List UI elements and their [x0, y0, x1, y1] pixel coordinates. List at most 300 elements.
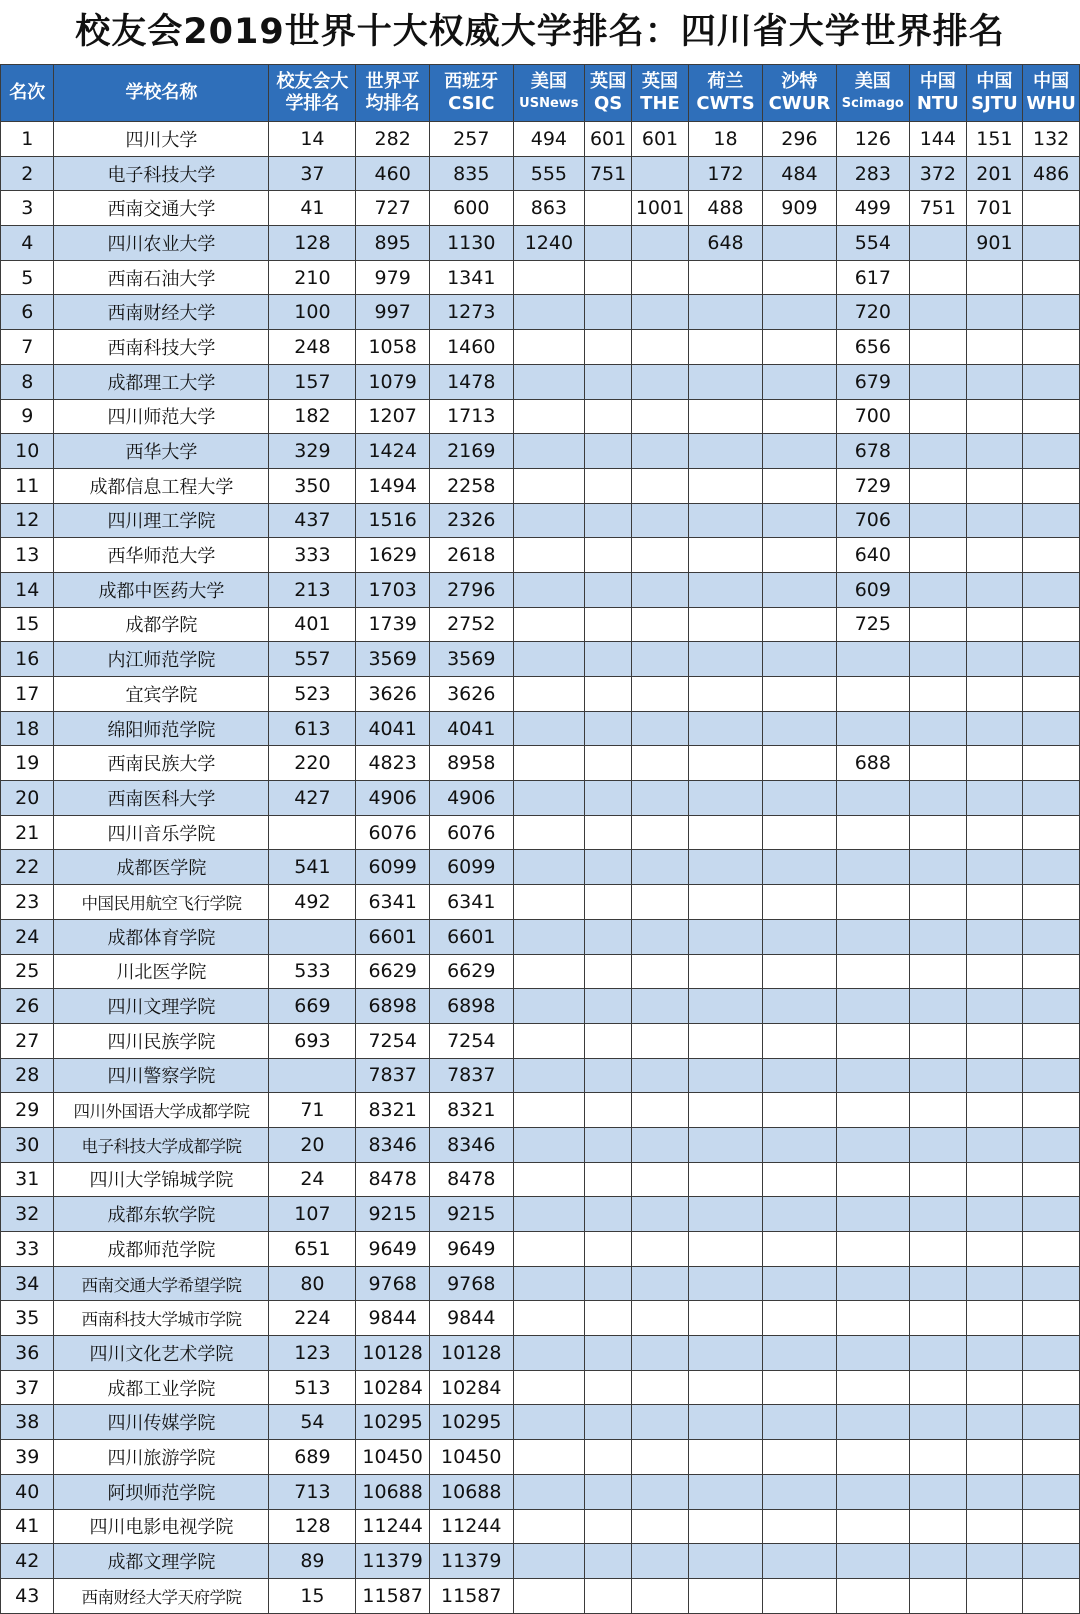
table-cell	[585, 572, 632, 607]
column-header	[356, 65, 429, 122]
school-name-cell: 成都理工大学	[54, 364, 269, 399]
rank-cell: 2	[1, 156, 54, 191]
column-header-line1: 名次	[9, 82, 46, 103]
table-cell: 10284	[356, 1370, 429, 1405]
school-name-cell: 绵阳师范学院	[54, 711, 269, 746]
school-name-cell: 四川农业大学	[54, 226, 269, 261]
table-cell: 640	[836, 538, 909, 573]
table-row	[1, 1266, 1080, 1301]
table-cell	[513, 1336, 584, 1371]
table-cell	[910, 642, 967, 677]
table-cell	[513, 468, 584, 503]
table-cell	[632, 1370, 689, 1405]
table-cell	[688, 781, 762, 816]
table-cell: 679	[836, 364, 909, 399]
table-cell	[585, 1336, 632, 1371]
table-cell	[763, 781, 836, 816]
table-cell	[513, 1266, 584, 1301]
rank-cell: 10	[1, 434, 54, 469]
table-cell: 37	[269, 156, 356, 191]
table-cell	[1023, 503, 1080, 538]
table-cell	[513, 711, 584, 746]
column-header-line1: 英国	[641, 71, 678, 92]
table-cell: 2258	[429, 468, 513, 503]
table-cell	[632, 295, 689, 330]
table-cell: 10450	[356, 1440, 429, 1475]
table-cell	[966, 434, 1023, 469]
school-name-cell: 西南石油大学	[54, 260, 269, 295]
table-cell	[513, 434, 584, 469]
table-cell	[585, 677, 632, 712]
table-cell	[632, 1266, 689, 1301]
table-cell	[1023, 1370, 1080, 1405]
table-cell: 4041	[356, 711, 429, 746]
table-cell	[688, 1093, 762, 1128]
rank-cell: 42	[1, 1544, 54, 1579]
table-cell	[910, 1023, 967, 1058]
table-cell	[632, 330, 689, 365]
table-cell	[1023, 781, 1080, 816]
table-cell: 8478	[356, 1162, 429, 1197]
table-cell: 9844	[429, 1301, 513, 1336]
table-cell	[688, 885, 762, 920]
table-cell	[836, 1162, 909, 1197]
table-cell	[763, 1336, 836, 1371]
rank-cell: 5	[1, 260, 54, 295]
school-name-cell: 四川旅游学院	[54, 1440, 269, 1475]
table-cell	[1023, 607, 1080, 642]
table-cell	[910, 1370, 967, 1405]
table-cell: 4906	[356, 781, 429, 816]
table-cell	[763, 1197, 836, 1232]
table-cell	[513, 1370, 584, 1405]
table-cell: 600	[429, 191, 513, 226]
table-row	[1, 1509, 1080, 1544]
rank-cell: 22	[1, 850, 54, 885]
table-cell	[513, 1023, 584, 1058]
table-cell	[966, 1544, 1023, 1579]
table-cell	[585, 468, 632, 503]
table-cell: 210	[269, 260, 356, 295]
table-cell: 14	[269, 122, 356, 157]
table-row	[1, 1578, 1080, 1613]
table-cell	[688, 607, 762, 642]
table-cell	[585, 1509, 632, 1544]
table-cell: 71	[269, 1093, 356, 1128]
table-row	[1, 1197, 1080, 1232]
table-cell: 9649	[429, 1232, 513, 1267]
column-header-line1: 西班牙	[444, 71, 499, 92]
table-cell	[966, 1336, 1023, 1371]
table-cell	[585, 330, 632, 365]
table-cell: 1460	[429, 330, 513, 365]
table-cell: 11587	[429, 1578, 513, 1613]
school-name-cell: 四川外国语大学成都学院	[54, 1093, 269, 1128]
school-name-cell: 四川理工学院	[54, 503, 269, 538]
table-cell: 10128	[356, 1336, 429, 1371]
table-cell	[513, 1232, 584, 1267]
table-cell: 11244	[429, 1509, 513, 1544]
table-cell	[910, 1405, 967, 1440]
table-cell	[966, 1058, 1023, 1093]
table-row	[1, 191, 1080, 226]
table-cell	[513, 260, 584, 295]
rank-cell: 40	[1, 1474, 54, 1509]
table-cell	[513, 989, 584, 1024]
table-cell: 7254	[356, 1023, 429, 1058]
table-cell: 700	[836, 399, 909, 434]
column-header	[54, 65, 269, 122]
school-name-cell: 成都文理学院	[54, 1544, 269, 1579]
school-name-cell: 西南民族大学	[54, 746, 269, 781]
table-cell	[1023, 642, 1080, 677]
table-cell	[1023, 1336, 1080, 1371]
table-cell	[1023, 746, 1080, 781]
table-cell: 729	[836, 468, 909, 503]
table-cell	[966, 572, 1023, 607]
table-cell	[1023, 1578, 1080, 1613]
table-cell	[836, 1232, 909, 1267]
table-cell	[836, 1509, 909, 1544]
rank-cell: 32	[1, 1197, 54, 1232]
table-cell: 693	[269, 1023, 356, 1058]
table-cell: 751	[910, 191, 967, 226]
table-cell: 6898	[429, 989, 513, 1024]
table-cell: 128	[269, 1509, 356, 1544]
table-cell	[763, 260, 836, 295]
column-header	[688, 65, 762, 122]
table-cell	[763, 295, 836, 330]
table-cell	[585, 919, 632, 954]
table-cell: 201	[966, 156, 1023, 191]
table-row	[1, 1162, 1080, 1197]
column-header	[585, 65, 632, 122]
table-cell: 2796	[429, 572, 513, 607]
table-cell: 1713	[429, 399, 513, 434]
table-cell	[763, 711, 836, 746]
table-cell	[585, 781, 632, 816]
table-cell	[585, 1474, 632, 1509]
table-cell	[763, 642, 836, 677]
table-cell	[1023, 260, 1080, 295]
table-cell: 329	[269, 434, 356, 469]
table-cell	[836, 850, 909, 885]
table-cell	[763, 919, 836, 954]
table-row	[1, 1474, 1080, 1509]
table-cell: 523	[269, 677, 356, 712]
table-cell: 282	[356, 122, 429, 157]
school-name-cell: 四川民族学院	[54, 1023, 269, 1058]
table-cell	[910, 295, 967, 330]
table-row	[1, 434, 1080, 469]
table-cell	[1023, 850, 1080, 885]
rank-cell: 41	[1, 1509, 54, 1544]
table-cell	[688, 1370, 762, 1405]
table-cell	[910, 1440, 967, 1475]
table-cell	[910, 1266, 967, 1301]
rank-cell: 3	[1, 191, 54, 226]
table-cell	[632, 260, 689, 295]
table-cell	[513, 642, 584, 677]
table-cell	[632, 156, 689, 191]
school-name-cell: 西南交通大学	[54, 191, 269, 226]
table-cell	[966, 468, 1023, 503]
table-cell: 213	[269, 572, 356, 607]
column-header	[1023, 65, 1080, 122]
table-cell	[688, 711, 762, 746]
table-cell	[1023, 1509, 1080, 1544]
table-cell	[763, 1058, 836, 1093]
rank-cell: 37	[1, 1370, 54, 1405]
table-cell	[632, 226, 689, 261]
table-cell: 15	[269, 1578, 356, 1613]
table-cell: 979	[356, 260, 429, 295]
table-cell	[632, 1162, 689, 1197]
table-cell: 2618	[429, 538, 513, 573]
table-cell	[763, 1023, 836, 1058]
table-cell	[632, 989, 689, 1024]
table-cell: 997	[356, 295, 429, 330]
table-cell	[688, 1266, 762, 1301]
table-cell: 6076	[356, 815, 429, 850]
table-cell	[966, 1301, 1023, 1336]
table-cell	[688, 677, 762, 712]
rank-cell: 13	[1, 538, 54, 573]
table-cell: 10284	[429, 1370, 513, 1405]
rank-cell: 9	[1, 399, 54, 434]
school-name-cell: 四川传媒学院	[54, 1405, 269, 1440]
table-cell	[910, 1197, 967, 1232]
table-cell: 350	[269, 468, 356, 503]
table-cell: 1130	[429, 226, 513, 261]
table-cell: 1240	[513, 226, 584, 261]
table-cell: 100	[269, 295, 356, 330]
table-cell	[966, 1370, 1023, 1405]
table-cell: 6601	[356, 919, 429, 954]
table-cell	[632, 1197, 689, 1232]
table-cell	[1023, 572, 1080, 607]
column-header-line1: 中国	[1033, 71, 1070, 92]
rank-cell: 16	[1, 642, 54, 677]
table-row	[1, 1370, 1080, 1405]
table-cell	[585, 503, 632, 538]
table-cell	[836, 1440, 909, 1475]
table-cell	[910, 468, 967, 503]
table-row	[1, 1023, 1080, 1058]
school-name-cell: 四川大学锦城学院	[54, 1162, 269, 1197]
table-cell	[910, 330, 967, 365]
table-row	[1, 1232, 1080, 1267]
table-row	[1, 989, 1080, 1024]
table-cell: 727	[356, 191, 429, 226]
column-header-line2: NTU	[916, 93, 959, 114]
table-cell	[585, 711, 632, 746]
table-cell: 701	[966, 191, 1023, 226]
column-header-line1: 校友会大	[276, 71, 349, 92]
table-cell	[836, 989, 909, 1024]
table-cell: 688	[836, 746, 909, 781]
table-cell	[585, 1578, 632, 1613]
table-row	[1, 954, 1080, 989]
table-body	[1, 122, 1080, 1614]
table-cell: 24	[269, 1162, 356, 1197]
table-cell	[763, 330, 836, 365]
table-cell	[966, 1266, 1023, 1301]
rank-cell: 35	[1, 1301, 54, 1336]
table-cell	[763, 1162, 836, 1197]
column-header-line1: 美国	[530, 71, 567, 92]
school-name-cell: 四川警察学院	[54, 1058, 269, 1093]
table-cell: 617	[836, 260, 909, 295]
table-cell	[836, 1405, 909, 1440]
table-cell	[966, 607, 1023, 642]
table-cell	[632, 434, 689, 469]
table-cell	[1023, 1474, 1080, 1509]
school-name-cell: 电子科技大学	[54, 156, 269, 191]
school-name-cell: 四川音乐学院	[54, 815, 269, 850]
column-header-line2: SJTU	[971, 93, 1018, 114]
table-cell: 499	[836, 191, 909, 226]
table-cell: 513	[269, 1370, 356, 1405]
table-cell: 4823	[356, 746, 429, 781]
table-cell	[513, 885, 584, 920]
table-cell	[1023, 1127, 1080, 1162]
school-name-cell: 川北医学院	[54, 954, 269, 989]
table-cell	[688, 364, 762, 399]
table-cell: 656	[836, 330, 909, 365]
table-cell: 107	[269, 1197, 356, 1232]
table-cell	[763, 1509, 836, 1544]
table-cell	[966, 711, 1023, 746]
table-cell	[966, 1405, 1023, 1440]
table-cell: 9844	[356, 1301, 429, 1336]
table-cell	[632, 1093, 689, 1128]
table-cell: 132	[1023, 122, 1080, 157]
rank-cell: 34	[1, 1266, 54, 1301]
table-cell	[966, 295, 1023, 330]
school-name-cell: 四川文化艺术学院	[54, 1336, 269, 1371]
rank-cell: 11	[1, 468, 54, 503]
table-cell	[632, 1232, 689, 1267]
table-row	[1, 295, 1080, 330]
table-cell	[966, 1197, 1023, 1232]
table-cell: 8321	[429, 1093, 513, 1128]
table-cell: 1058	[356, 330, 429, 365]
table-cell	[966, 1232, 1023, 1267]
table-cell: 689	[269, 1440, 356, 1475]
table-cell	[632, 1336, 689, 1371]
table-cell	[910, 1544, 967, 1579]
table-cell	[763, 364, 836, 399]
table-cell: 10128	[429, 1336, 513, 1371]
table-cell	[632, 1405, 689, 1440]
table-cell: 863	[513, 191, 584, 226]
table-cell	[513, 503, 584, 538]
rank-cell: 29	[1, 1093, 54, 1128]
table-cell: 41	[269, 191, 356, 226]
table-cell	[966, 503, 1023, 538]
table-cell	[763, 607, 836, 642]
table-cell: 1207	[356, 399, 429, 434]
table-cell	[763, 434, 836, 469]
column-header-line1: 英国	[590, 71, 627, 92]
table-cell: 751	[585, 156, 632, 191]
table-cell: 9649	[356, 1232, 429, 1267]
table-cell	[1023, 954, 1080, 989]
school-name-cell: 内江师范学院	[54, 642, 269, 677]
table-cell: 1739	[356, 607, 429, 642]
table-cell: 895	[356, 226, 429, 261]
table-cell	[966, 885, 1023, 920]
table-row	[1, 156, 1080, 191]
table-row	[1, 330, 1080, 365]
table-cell: 6341	[356, 885, 429, 920]
table-cell: 10450	[429, 1440, 513, 1475]
school-name-cell: 西南财经大学天府学院	[54, 1578, 269, 1613]
table-row	[1, 815, 1080, 850]
table-cell	[632, 1127, 689, 1162]
table-cell	[910, 1336, 967, 1371]
table-cell	[513, 538, 584, 573]
table-cell	[632, 954, 689, 989]
table-cell	[585, 642, 632, 677]
table-cell: 609	[836, 572, 909, 607]
table-cell: 8478	[429, 1162, 513, 1197]
table-cell	[513, 815, 584, 850]
table-cell	[910, 781, 967, 816]
table-cell	[585, 815, 632, 850]
table-cell: 4041	[429, 711, 513, 746]
table-cell	[910, 503, 967, 538]
table-cell	[763, 885, 836, 920]
rank-cell: 7	[1, 330, 54, 365]
school-name-cell: 阿坝师范学院	[54, 1474, 269, 1509]
column-header	[910, 65, 967, 122]
table-cell	[1023, 364, 1080, 399]
table-cell: 401	[269, 607, 356, 642]
rank-cell: 39	[1, 1440, 54, 1475]
table-cell	[513, 572, 584, 607]
table-cell	[1023, 191, 1080, 226]
table-cell	[910, 607, 967, 642]
table-cell	[910, 538, 967, 573]
table-row	[1, 781, 1080, 816]
table-row	[1, 364, 1080, 399]
table-cell: 296	[763, 122, 836, 157]
column-header	[836, 65, 909, 122]
table-cell	[269, 919, 356, 954]
table-row	[1, 850, 1080, 885]
table-cell	[632, 815, 689, 850]
table-cell: 1494	[356, 468, 429, 503]
table-cell: 1703	[356, 572, 429, 607]
table-cell: 4906	[429, 781, 513, 816]
table-cell	[632, 919, 689, 954]
table-cell	[836, 885, 909, 920]
table-row	[1, 1058, 1080, 1093]
table-row	[1, 885, 1080, 920]
table-cell	[585, 1093, 632, 1128]
table-cell: 8958	[429, 746, 513, 781]
table-cell	[632, 503, 689, 538]
table-cell: 713	[269, 1474, 356, 1509]
table-cell: 6898	[356, 989, 429, 1024]
table-cell	[513, 954, 584, 989]
table-cell	[688, 503, 762, 538]
table-cell	[910, 919, 967, 954]
table-cell: 10688	[429, 1474, 513, 1509]
table-cell	[910, 746, 967, 781]
